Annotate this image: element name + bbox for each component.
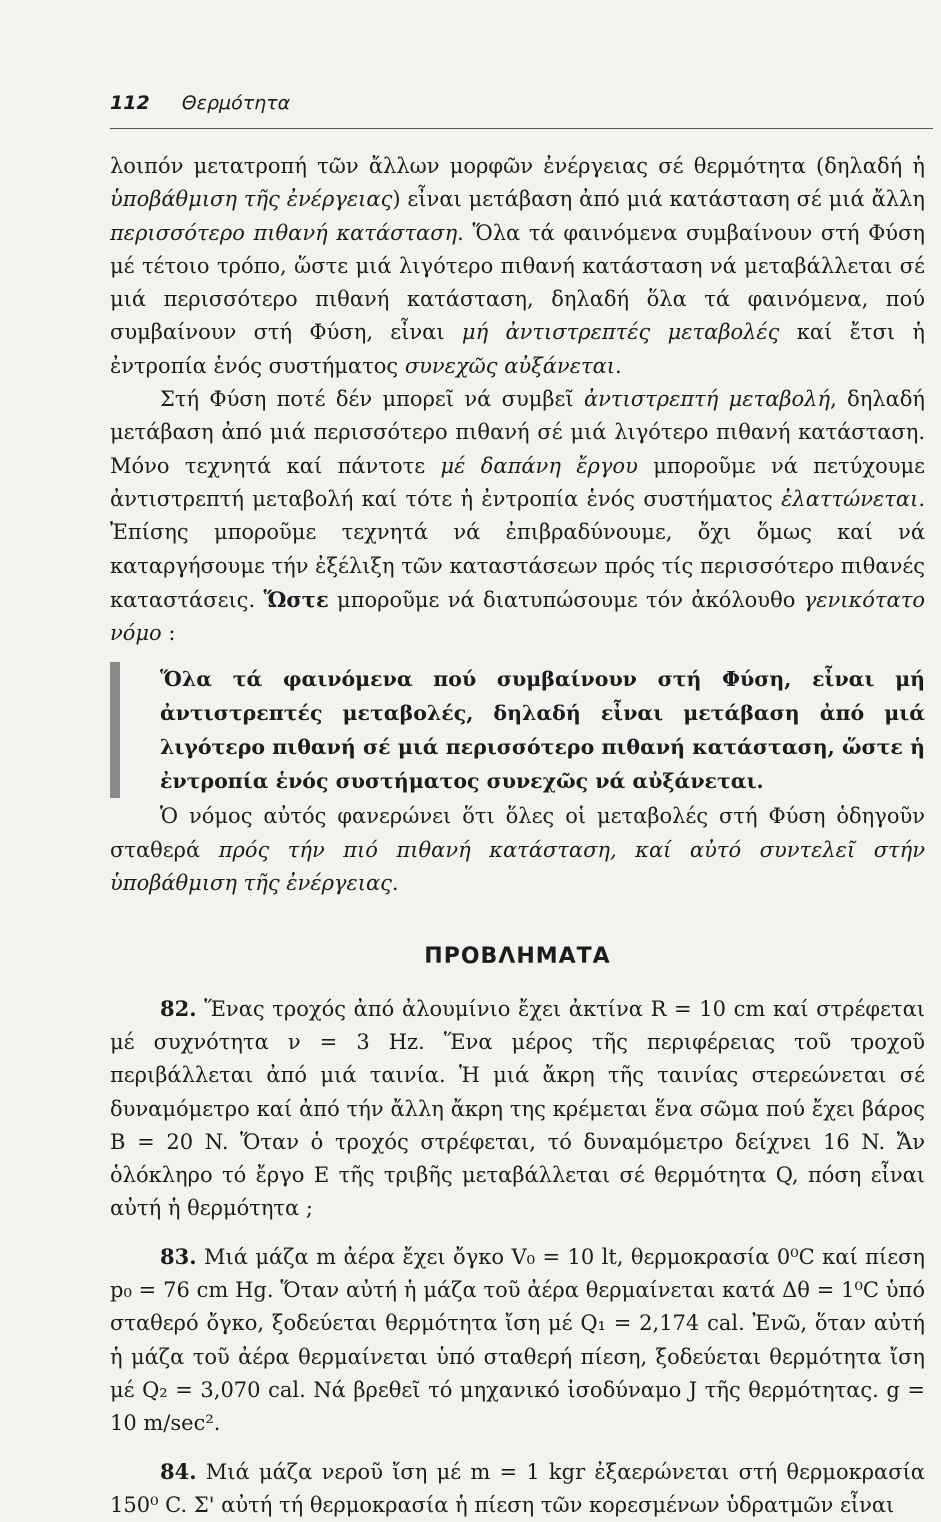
- problem-number: 83.: [160, 1244, 197, 1269]
- paragraph-1: [110, 150, 925, 383]
- problem-text: Ἕνας τροχός ἀπό ἀλουμίνιο ἔχει ἀκτίνα R = 10 cm καί στρέφεται μέ συχνότητα ν = 3 Hz. Ἕνα μέρος τῆς περιφέρειας τοῦ τροχοῦ περιβάλλεται ἀπό μιά ταινία. Ἡ μιά ἄκρη τῆς ταινίας στερεώνεται σέ δυναμόμετρο καί ἀπό τήν ἄλλη ἄκρη της κρέμεται ἕνα σῶμα πού ἔχει βάρος B = 20 N. Ὅταν ὁ τροχός στρέφεται, τό δυναμόμετρο δείχνει 16 N. Ἄν ὁλόκληρο τό ἔργο E τῆς τριβῆς μεταβάλλεται σέ θερμότητα Q, πόση εἶναι αὐτή ἡ θερμότητα ;: [110, 997, 925, 1221]
- problem-text: Μιά μάζα m ἀέρα ἔχει ὄγκο V₀ = 10 lt, θερμοκρασία 0⁰C καί πίεση p₀ = 76 cm Hg. Ὅταν αὐτή ἡ μάζα τοῦ ἀέρα θερμαίνεται κατά Δθ = 1⁰C ὑπό σταθερό ὄγκο, ξοδεύεται θερμότητα ἴση μέ Q₁ = 2,174 cal. Ἐνῶ, ὅταν αὐτή ἡ μάζα τοῦ ἀέρα θερμαίνεται ὑπό σταθερή πίεση, ξοδεύεται θερμότητα ἴση μέ Q₂ = 3,070 cal. Νά βρεθεῖ τό μηχανικό ἰσοδύναμο J τῆς θερμότητας. g = 10 m/sec².: [110, 1245, 925, 1435]
- problem-number: 84.: [160, 1459, 197, 1484]
- text-run: . Ὅλα τά φαινόμενα συμβαίνουν στή Φύση μέ τέτοιο τρόπο, ὥστε μιά λιγότερο πιθανή κατάσταση νά μεταβάλλεται σέ μιά περισσότερο πιθανή κατάσταση, δηλαδή ὅλα τά φαινόμενα, πού συμβαίνουν στή Φύση, εἶναι: [110, 221, 925, 345]
- paragraph-3: [110, 800, 925, 900]
- text-run: :: [162, 621, 176, 645]
- problem-84: [110, 1455, 925, 1522]
- law-statement: Ὅλα τά φαινόμενα πού συμβαίνουν στή Φύση, εἶναι μή ἀντιστρεπτές μεταβολές, δηλαδή εἶναι μετάβαση ἀπό μιά λιγότερο πιθανή σέ μιά περισσότερο πιθανή κατάσταση, ὥστε ἡ ἐντροπία ἑνός συστήματος συνεχῶς νά αὐξάνεται.: [110, 662, 925, 798]
- page-body: [110, 150, 925, 1522]
- problem-82: [110, 992, 925, 1226]
- emphasis: μέ δαπάνη ἔργου: [440, 454, 637, 478]
- text-run: λοιπόν μετατροπή τῶν ἄλλων μορφῶν ἐνέργειας σέ θερμότητα (δηλαδή ἡ: [110, 154, 925, 178]
- text-run: ) εἶναι μετάβαση ἀπό μιά κατάσταση σέ μιά ἄλλη: [392, 187, 925, 211]
- text-run: .: [615, 354, 622, 378]
- problem-text: Μιά μάζα νεροῦ ἴση μέ m = 1 kgr ἐξαερώνεται στή θερμοκρασία 150⁰ C. Σ' αὐτή τή θερμοκρασία ἡ πίεση τῶν κορεσμένων ὑδρατμῶν εἶναι: [110, 1460, 925, 1517]
- paragraph-2: [110, 383, 925, 650]
- emphasis: μή ἀντιστρεπτές μεταβολές: [462, 320, 780, 344]
- header-rule: [110, 128, 933, 129]
- text-run: μποροῦμε νά πετύχουμε ἀντιστρεπτή μεταβολή καί τότε ἡ ἐντροπία ἑνός συστήματος: [110, 454, 925, 511]
- emphasis: περισσότερο πιθανή κατάσταση: [110, 221, 457, 245]
- text-run: . Ἐπίσης μποροῦμε τεχνητά νά ἐπιβραδύνουμε, ὄχι ὅμως καί νά καταργήσουμε τήν ἐξέλιξη τῶν καταστάσεων πρός τίς περισσότερο πιθανές καταστάσεις.: [110, 487, 925, 612]
- emphasis: συνεχῶς αὐξάνεται: [405, 354, 615, 378]
- strong-word: Ὥστε: [263, 587, 328, 612]
- page-number: 112: [110, 92, 150, 114]
- emphasis: πρός τήν πιό πιθανή κατάσταση, καί αὐτό συντελεῖ στήν ὑποβάθμιση τῆς ἐνέργειας.: [110, 838, 925, 895]
- running-title: Θερμότητα: [182, 92, 290, 114]
- emphasis: ὑποβάθμιση τῆς ἐνέργειας: [110, 187, 392, 211]
- emphasis: ἐλαττώνεται: [781, 487, 918, 511]
- text-run: μποροῦμε νά διατυπώσουμε τόν ἀκόλουθο: [329, 588, 804, 612]
- text-run: Στή Φύση ποτέ δέν μπορεῖ νά συμβεῖ: [160, 387, 584, 411]
- text-run: Ὁ νόμος αὐτός φανερώνει ὅτι ὅλες οἱ μεταβολές στή Φύση ὁδηγοῦν σταθερά: [110, 804, 925, 861]
- problem-83: [110, 1240, 925, 1441]
- emphasis: ἀντιστρεπτή μεταβολή: [584, 387, 830, 411]
- text-run: , δηλαδή μετάβαση ἀπό μιά περισσότερο πιθανή σέ μιά λιγότερο πιθανή κατάσταση. Μόνο τεχνητά καί πάντοτε: [110, 387, 925, 478]
- problem-number: 82.: [160, 996, 197, 1021]
- section-title: ΠΡΟΒΛΗΜΑΤΑ: [110, 940, 925, 973]
- page-header: [110, 92, 290, 114]
- text-run: καί ἔτσι ἡ ἐντροπία ἑνός συστήματος: [110, 320, 925, 377]
- emphasis: γενικότατο νόμο: [110, 588, 925, 645]
